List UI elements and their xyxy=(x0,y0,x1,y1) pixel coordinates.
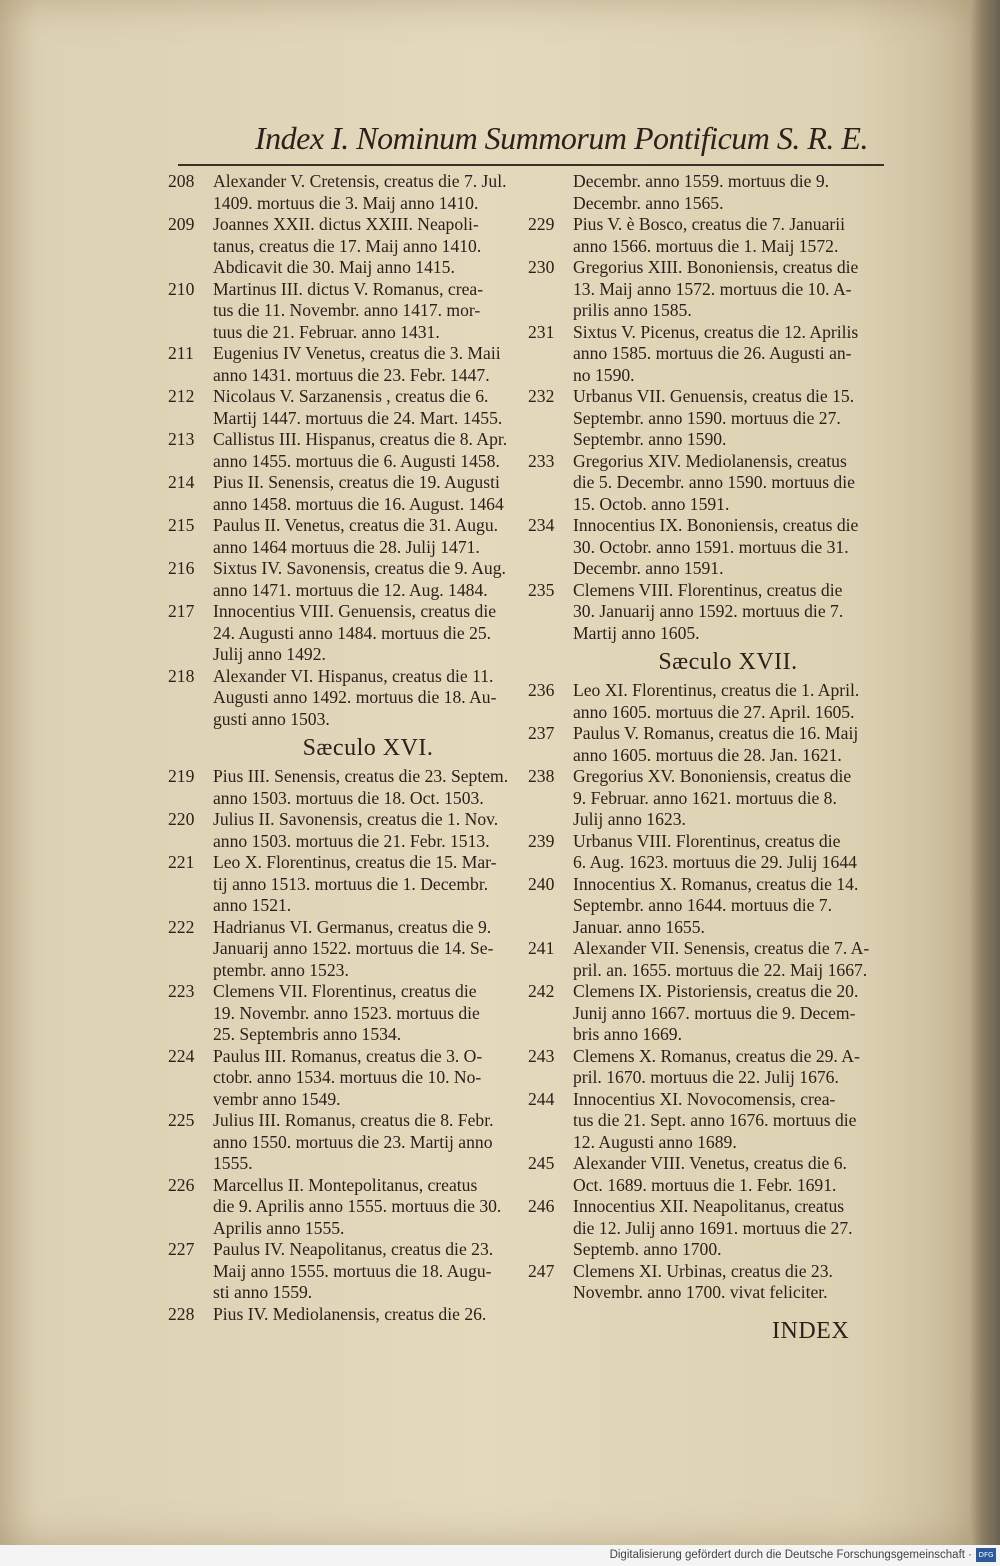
pope-entry xyxy=(168,852,528,917)
pope-entry xyxy=(528,723,888,766)
entry-number: 229 xyxy=(528,214,555,234)
entry-line: Gregorius XV. Bononiensis, creatus die xyxy=(573,766,852,786)
pope-entry xyxy=(168,429,528,472)
left-column xyxy=(168,171,528,1325)
pope-entry xyxy=(168,1239,528,1304)
pope-entry xyxy=(528,831,888,874)
century-heading-xvii: Sæculo XVII. xyxy=(658,649,798,675)
pope-entry xyxy=(528,257,888,322)
entry-number: 237 xyxy=(528,723,555,743)
entry-line: Martij 1447. mortuus die 24. Mart. 1455. xyxy=(213,407,503,428)
entry-number: 240 xyxy=(528,873,555,894)
entry-line: anno 1458. mortuus die 16. August. 1464 xyxy=(213,493,504,514)
entry-line: Leo XI. Florentinus, creatus die 1. April. xyxy=(573,680,860,700)
pope-entry xyxy=(168,766,528,809)
entry-number: 234 xyxy=(528,515,555,535)
entry-line: anno 1566. mortuus die 1. Maij 1572. xyxy=(573,235,839,256)
pope-entry xyxy=(168,1175,528,1240)
entry-line: anno 1464 mortuus die 28. Julij 1471. xyxy=(213,536,480,557)
entry-line: anno 1455. mortuus die 6. Augusti 1458. xyxy=(213,450,500,471)
entry-line: tus die 21. Sept. anno 1676. mortuus die xyxy=(573,1110,857,1130)
entry-line: Gregorius XIV. Mediolanensis, creatus xyxy=(573,450,847,471)
entry-line: anno 1431. mortuus die 23. Febr. 1447. xyxy=(213,364,490,385)
entry-line: tij anno 1513. mortuus die 1. Decembr. xyxy=(213,873,489,894)
entry-number: 221 xyxy=(168,852,195,872)
entry-number: 215 xyxy=(168,515,195,535)
entry-number: 225 xyxy=(168,1110,195,1130)
entry-number: 246 xyxy=(528,1196,555,1216)
entry-line: Paulus V. Romanus, creatus die 16. Maij xyxy=(573,723,859,743)
entry-line: Callistus III. Hispanus, creatus die 8. Apr. xyxy=(213,429,508,449)
pope-entry xyxy=(168,1110,528,1175)
entry-line: die 12. Julij anno 1691. mortuus die 27. xyxy=(573,1217,853,1238)
entry-number: 211 xyxy=(168,343,194,363)
entry-line: anno 1605. mortuus die 28. Jan. 1621. xyxy=(573,744,842,765)
entry-line: Innocentius VIII. Genuensis, creatus die xyxy=(213,601,497,621)
pope-entry xyxy=(168,981,528,1046)
pope-entry xyxy=(528,580,888,645)
entry-line: Marcellus II. Montepolitanus, creatus xyxy=(213,1174,478,1195)
entry-line: 15. Octob. anno 1591. xyxy=(573,493,730,514)
pope-entry xyxy=(168,171,528,214)
entry-line: die 9. Aprilis anno 1555. mortuus die 30. xyxy=(213,1196,502,1216)
entry-line: 30. Januarij anno 1592. mortuus die 7. xyxy=(573,601,844,621)
entry-line: ctobr. anno 1534. mortuus die 10. No- xyxy=(213,1067,482,1087)
entry-line: anno 1521. xyxy=(213,895,292,915)
entry-line: vembr anno 1549. xyxy=(213,1088,341,1109)
entry-line: Alexander V. Cretensis, creatus die 7. Jul. xyxy=(213,171,507,191)
entry-number: 245 xyxy=(528,1153,555,1173)
entry-line: Urbanus VII. Genuensis, creatus die 15. xyxy=(573,386,855,406)
entry-line: pril. an. 1655. mortuus die 22. Maij 1667. xyxy=(573,959,868,980)
entry-line: Alexander VI. Hispanus, creatus die 11. xyxy=(213,665,494,686)
pope-entry xyxy=(528,322,888,387)
entry-line: Pius II. Senensis, creatus die 19. Augusti xyxy=(213,472,500,492)
entry-line: Martij anno 1605. xyxy=(573,622,700,643)
entry-number: 226 xyxy=(168,1174,195,1195)
pope-entry xyxy=(168,279,528,344)
entry-line: Innocentius IX. Bononiensis, creatus die xyxy=(573,515,859,535)
left-entries-bottom xyxy=(168,766,528,1325)
entry-line: tus die 11. Novembr. anno 1417. mor- xyxy=(213,300,481,320)
entry-line: die 5. Decembr. anno 1590. mortuus die xyxy=(573,472,855,492)
right-column xyxy=(528,171,888,1304)
entry-line: anno 1585. mortuus die 26. Augusti an- xyxy=(573,343,852,363)
entry-line: Julius II. Savonensis, creatus die 1. Nov. xyxy=(213,809,499,829)
entry-line: Julius III. Romanus, creatus die 8. Febr. xyxy=(213,1110,494,1130)
entry-number: 247 xyxy=(528,1260,555,1281)
pope-entry xyxy=(528,1153,888,1196)
entry-number: 238 xyxy=(528,766,555,786)
entry-line: Junij anno 1667. mortuus die 9. Decem- xyxy=(573,1002,856,1023)
entry-number: 239 xyxy=(528,830,555,851)
pope-entry xyxy=(168,601,528,666)
entry-number: 219 xyxy=(168,766,195,786)
pope-entry xyxy=(168,214,528,279)
entry-line: Decembr. anno 1559. mortuus die 9. xyxy=(573,171,830,191)
entry-number: 232 xyxy=(528,386,555,406)
entry-line: Pius IV. Mediolanensis, creatus die 26. xyxy=(213,1303,487,1324)
entry-line: Septemb. anno 1700. xyxy=(573,1239,722,1259)
entry-line: Innocentius XII. Neapolitanus, creatus xyxy=(573,1196,845,1216)
entry-line: Hadrianus VI. Germanus, creatus die 9. xyxy=(213,916,492,937)
entry-line: Abdicavit die 30. Maij anno 1415. xyxy=(213,257,455,277)
pope-entry xyxy=(168,515,528,558)
pope-entry xyxy=(168,472,528,515)
pope-entry xyxy=(528,1196,888,1261)
entry-line: Clemens VIII. Florentinus, creatus die xyxy=(573,579,843,600)
pope-entry xyxy=(528,386,888,451)
entry-line: Aprilis anno 1555. xyxy=(213,1217,345,1238)
entry-line: Septembr. anno 1590. xyxy=(573,429,727,449)
entry-line: 19. Novembr. anno 1523. mortuus die xyxy=(213,1002,480,1023)
entry-number: 227 xyxy=(168,1239,195,1259)
entry-line: Clemens XI. Urbinas, creatus die 23. xyxy=(573,1260,833,1281)
entry-line: 6. Aug. 1623. mortuus die 29. Julij 1644 xyxy=(573,852,857,872)
entry-line: anno 1503. mortuus die 18. Oct. 1503. xyxy=(213,787,484,808)
footer-text: Digitalisierung gefördert durch die Deutsche Forschungsgemeinschaft · xyxy=(609,1549,972,1561)
entry-line: tanus, creatus die 17. Maij anno 1410. xyxy=(213,235,482,256)
pope-entry xyxy=(168,809,528,852)
left-entries-top xyxy=(168,171,528,730)
entry-line: anno 1503. mortuus die 21. Febr. 1513. xyxy=(213,830,490,851)
pope-entry xyxy=(528,171,888,214)
entry-line: tuus die 21. Februar. anno 1431. xyxy=(213,321,440,342)
entry-line: 1555. xyxy=(213,1153,253,1173)
page-header: Index I. Nominum Summorum Pontificum S. R. E. xyxy=(255,120,868,156)
entry-line: Eugenius IV Venetus, creatus die 3. Maii xyxy=(213,343,501,363)
entry-line: Clemens X. Romanus, creatus die 29. A- xyxy=(573,1045,860,1066)
entry-line: Martinus III. dictus V. Romanus, crea- xyxy=(213,278,484,299)
pope-entry xyxy=(528,1046,888,1089)
right-entries-top xyxy=(528,171,888,644)
entry-line: Clemens VII. Florentinus, creatus die xyxy=(213,981,477,1001)
entry-line: 25. Septembris anno 1534. xyxy=(213,1024,402,1044)
entry-line: no 1590. xyxy=(573,364,635,385)
entry-line: Alexander VII. Senensis, creatus die 7. A- xyxy=(573,938,870,958)
entry-line: Sixtus V. Picenus, creatus die 12. Aprilis xyxy=(573,321,859,342)
entry-line: anno 1550. mortuus die 23. Martij anno xyxy=(213,1131,493,1152)
entry-line: Julij anno 1623. xyxy=(573,809,686,829)
pope-entry xyxy=(528,1261,888,1304)
pope-entry xyxy=(528,451,888,516)
pope-entry xyxy=(528,981,888,1046)
entry-number: 236 xyxy=(528,680,555,700)
entry-line: Januar. anno 1655. xyxy=(573,916,705,937)
entry-line: Oct. 1689. mortuus die 1. Febr. 1691. xyxy=(573,1174,837,1195)
entry-number: 213 xyxy=(168,429,195,449)
entry-line: Innocentius X. Romanus, creatus die 14. xyxy=(573,873,859,894)
entry-line: Alexander VIII. Venetus, creatus die 6. xyxy=(573,1153,847,1173)
pope-entry xyxy=(168,558,528,601)
entry-line: prilis anno 1585. xyxy=(573,300,692,320)
pope-entry xyxy=(168,917,528,982)
pope-entry xyxy=(168,386,528,429)
entry-line: ptembr. anno 1523. xyxy=(213,959,349,980)
entry-line: Gregorius XIII. Bononiensis, creatus die xyxy=(573,257,859,277)
entry-line: Paulus II. Venetus, creatus die 31. Augu. xyxy=(213,515,499,535)
entry-line: gusti anno 1503. xyxy=(213,708,330,729)
pope-entry xyxy=(528,515,888,580)
entry-number: 212 xyxy=(168,386,195,406)
entry-number: 220 xyxy=(168,809,195,829)
entry-line: 13. Maij anno 1572. mortuus die 10. A- xyxy=(573,278,852,299)
entry-number: 223 xyxy=(168,981,195,1001)
book-edge xyxy=(970,0,1000,1545)
entry-number: 235 xyxy=(528,579,555,600)
entry-number: 230 xyxy=(528,257,555,277)
entry-line: Pius III. Senensis, creatus die 23. Septem. xyxy=(213,766,509,786)
entry-line: 1409. mortuus die 3. Maij anno 1410. xyxy=(213,192,479,213)
entry-line: Januarij anno 1522. mortuus die 14. Se- xyxy=(213,938,494,958)
entry-number: 210 xyxy=(168,278,195,299)
catchword: INDEX xyxy=(772,1318,850,1344)
pope-entry xyxy=(528,1089,888,1154)
entry-number: 214 xyxy=(168,472,195,492)
entry-number: 224 xyxy=(168,1045,195,1066)
entry-line: anno 1471. mortuus die 12. Aug. 1484. xyxy=(213,579,488,600)
entry-line: Joannes XXII. dictus XXIII. Neapoli- xyxy=(213,214,479,234)
entry-number: 222 xyxy=(168,916,195,937)
pope-entry xyxy=(528,680,888,723)
dfg-logo-icon: DFG xyxy=(976,1548,996,1562)
entry-number: 208 xyxy=(168,171,195,191)
entry-line: Sixtus IV. Savonensis, creatus die 9. Aug. xyxy=(213,558,506,578)
entry-line: Urbanus VIII. Florentinus, creatus die xyxy=(573,830,841,851)
entry-line: bris anno 1669. xyxy=(573,1024,682,1044)
entry-line: sti anno 1559. xyxy=(213,1282,313,1302)
entry-line: Septembr. anno 1644. mortuus die 7. xyxy=(573,895,832,915)
pope-entry xyxy=(528,874,888,939)
entry-line: Augusti anno 1492. mortuus die 18. Au- xyxy=(213,687,497,707)
pope-entry xyxy=(168,1046,528,1111)
century-heading-xvi: Sæculo XVI. xyxy=(302,735,434,761)
entry-line: Paulus III. Romanus, creatus die 3. O- xyxy=(213,1045,483,1066)
entry-line: pril. 1670. mortuus die 22. Julij 1676. xyxy=(573,1067,839,1087)
entry-line: Nicolaus V. Sarzanensis , creatus die 6. xyxy=(213,386,489,406)
pope-entry xyxy=(528,214,888,257)
entry-number: 209 xyxy=(168,214,195,234)
entry-line: Leo X. Florentinus, creatus die 15. Mar- xyxy=(213,852,497,872)
pope-entry xyxy=(528,938,888,981)
entry-line: 30. Octobr. anno 1591. mortuus die 31. xyxy=(573,536,849,557)
entry-line: Decembr. anno 1565. xyxy=(573,192,724,213)
entry-line: Julij anno 1492. xyxy=(213,644,326,664)
entry-number: 244 xyxy=(528,1088,555,1109)
entry-line: Decembr. anno 1591. xyxy=(573,558,724,578)
entry-number: 233 xyxy=(528,450,555,471)
entry-line: anno 1605. mortuus die 27. April. 1605. xyxy=(573,701,855,722)
entry-line: Innocentius XI. Novocomensis, crea- xyxy=(573,1088,836,1109)
entry-number: 243 xyxy=(528,1045,555,1066)
entry-line: Pius V. è Bosco, creatus die 7. Januarii xyxy=(573,214,846,234)
pope-entry xyxy=(168,1304,528,1326)
entry-number: 242 xyxy=(528,981,555,1001)
entry-line: Clemens IX. Pistoriensis, creatus die 20. xyxy=(573,981,859,1001)
pope-entry xyxy=(528,766,888,831)
digitization-footer xyxy=(0,1545,1000,1566)
right-entries-bottom xyxy=(528,680,888,1304)
entry-number: 217 xyxy=(168,601,195,621)
entry-line: 12. Augusti anno 1689. xyxy=(573,1131,737,1152)
entry-number: 241 xyxy=(528,938,555,958)
pope-entry xyxy=(168,343,528,386)
entry-number: 228 xyxy=(168,1303,195,1324)
entry-line: Novembr. anno 1700. vivat feliciter. xyxy=(573,1282,828,1302)
entry-number: 231 xyxy=(528,321,555,342)
entry-line: Septembr. anno 1590. mortuus die 27. xyxy=(573,407,841,428)
entry-number: 218 xyxy=(168,665,195,686)
entry-number: 216 xyxy=(168,558,195,578)
entry-line: Maij anno 1555. mortuus die 18. Augu- xyxy=(213,1260,492,1281)
entry-line: 24. Augusti anno 1484. mortuus die 25. xyxy=(213,622,492,643)
pope-entry xyxy=(168,666,528,731)
header-rule xyxy=(178,164,884,166)
entry-line: Paulus IV. Neapolitanus, creatus die 23. xyxy=(213,1239,494,1259)
entry-line: 9. Februar. anno 1621. mortuus die 8. xyxy=(573,787,837,808)
